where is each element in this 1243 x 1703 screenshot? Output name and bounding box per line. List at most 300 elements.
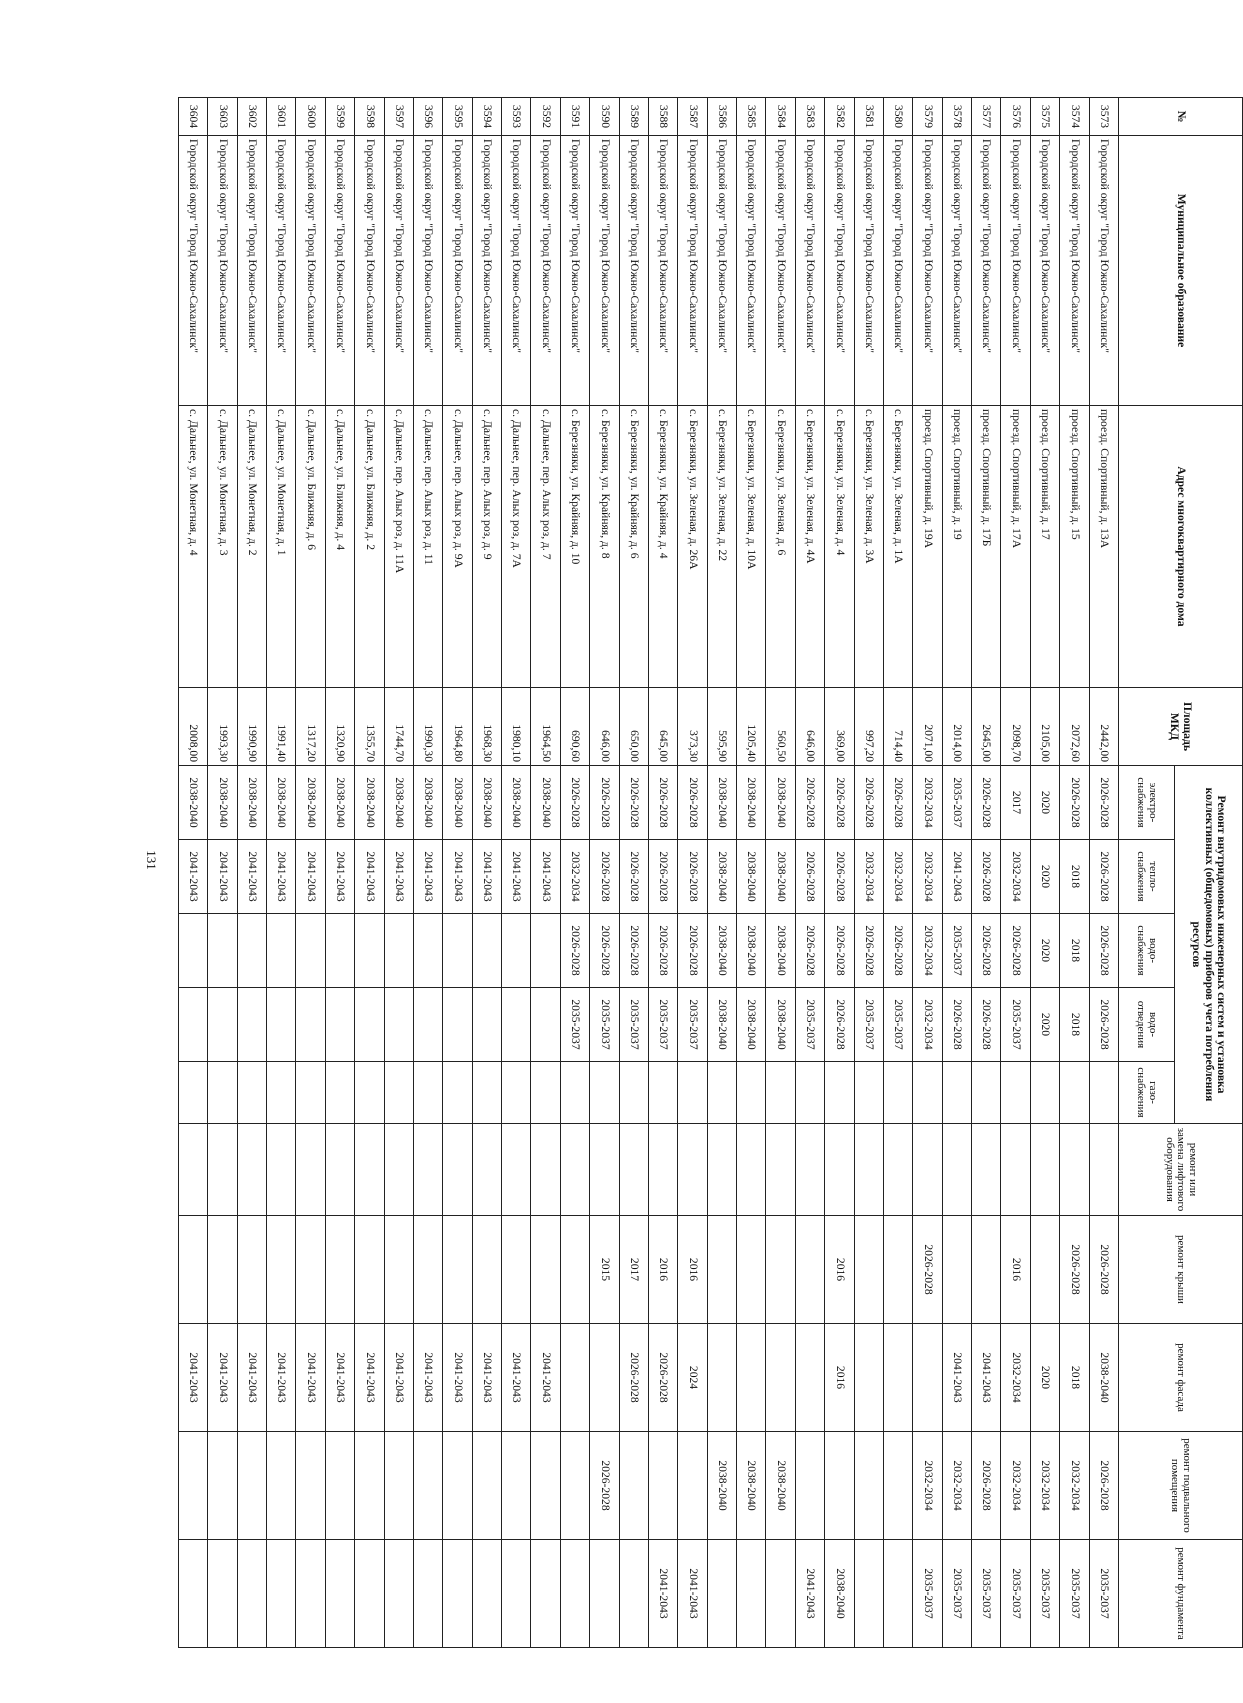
basement-cell: 2026-2028	[590, 1432, 619, 1540]
foundation-cell	[384, 1540, 413, 1648]
address-cell: с. Березняки, ул. Крайняя, д. 6	[619, 406, 648, 688]
area-cell: 714,40	[884, 688, 913, 766]
gas-cell	[443, 1062, 472, 1124]
sewer-cell: 2035-2037	[590, 988, 619, 1062]
municipality-cell: Городской округ "Город Южно-Сахалинск"	[678, 136, 707, 406]
area-cell: 1964,80	[443, 688, 472, 766]
header-elevator: ремонт или замена лифтового оборудования	[1119, 1124, 1243, 1216]
municipality-cell: Городской округ "Город Южно-Сахалинск"	[355, 136, 384, 406]
row-number: 3602	[237, 98, 266, 136]
heat-cell: 2026-2028	[795, 840, 824, 914]
sewer-cell: 2035-2037	[854, 988, 883, 1062]
gas-cell	[678, 1062, 707, 1124]
area-cell: 1990,90	[237, 688, 266, 766]
municipality-cell: Городской округ "Город Южно-Сахалинск"	[649, 136, 678, 406]
area-cell: 997,20	[854, 688, 883, 766]
row-number: 3581	[854, 98, 883, 136]
municipality-cell: Городской округ "Город Южно-Сахалинск"	[590, 136, 619, 406]
area-cell: 1205,40	[737, 688, 766, 766]
row-number: 3596	[414, 98, 443, 136]
address-cell: с. Дальнее, пер. Алых роз, д. 11	[414, 406, 443, 688]
sewer-cell: 2035-2037	[795, 988, 824, 1062]
row-number: 3587	[678, 98, 707, 136]
roof-cell	[737, 1216, 766, 1324]
elevator-cell	[384, 1124, 413, 1216]
electricity-cell: 2038-2040	[384, 766, 413, 840]
gas-cell	[208, 1062, 237, 1124]
roof-cell	[766, 1216, 795, 1324]
roof-cell	[414, 1216, 443, 1324]
table-row	[1030, 98, 1059, 1648]
heat-cell: 2032-2034	[560, 840, 589, 914]
roof-cell: 2016	[649, 1216, 678, 1324]
area-cell: 2008,00	[179, 688, 208, 766]
foundation-cell: 2041-2043	[678, 1540, 707, 1648]
table-row	[649, 98, 678, 1648]
basement-cell: 2026-2028	[1089, 1432, 1118, 1540]
elevator-cell	[854, 1124, 883, 1216]
area-cell: 1980,10	[502, 688, 531, 766]
basement-cell	[267, 1432, 296, 1540]
heat-cell: 2018	[1060, 840, 1089, 914]
row-number: 3595	[443, 98, 472, 136]
address-cell: проезд. Спортивный, д. 17А	[1001, 406, 1030, 688]
electricity-cell: 2038-2040	[208, 766, 237, 840]
row-number: 3577	[972, 98, 1001, 136]
facade-cell: 2041-2043	[296, 1324, 325, 1432]
table-row	[502, 98, 531, 1648]
address-cell: с. Березняки, ул. Зеленая, д. 4А	[795, 406, 824, 688]
basement-cell	[237, 1432, 266, 1540]
roof-cell	[1030, 1216, 1059, 1324]
water-cell: 2038-2040	[766, 914, 795, 988]
roof-cell	[502, 1216, 531, 1324]
water-cell	[472, 914, 501, 988]
electricity-cell: 2038-2040	[296, 766, 325, 840]
roof-cell	[560, 1216, 589, 1324]
table-row	[590, 98, 619, 1648]
address-cell: с. Березняки, ул. Крайняя, д. 8	[590, 406, 619, 688]
electricity-cell: 2038-2040	[766, 766, 795, 840]
table-row	[737, 98, 766, 1648]
elevator-cell	[737, 1124, 766, 1216]
water-cell	[531, 914, 560, 988]
row-number: 3588	[649, 98, 678, 136]
municipality-cell: Городской округ "Город Южно-Сахалинск"	[825, 136, 854, 406]
header-num: №	[1119, 98, 1243, 136]
sewer-cell	[355, 988, 384, 1062]
address-cell: проезд. Спортивный, д. 19	[942, 406, 971, 688]
heat-cell: 2032-2034	[1001, 840, 1030, 914]
heat-cell: 2041-2043	[208, 840, 237, 914]
table-row	[619, 98, 648, 1648]
electricity-cell: 2038-2040	[179, 766, 208, 840]
water-cell	[414, 914, 443, 988]
row-number: 3604	[179, 98, 208, 136]
water-cell: 2026-2028	[590, 914, 619, 988]
basement-cell	[384, 1432, 413, 1540]
header-water: водо-снабжения	[1119, 914, 1175, 988]
row-number: 3583	[795, 98, 824, 136]
header-gas: газо-снабжения	[1119, 1062, 1175, 1124]
area-cell: 1744,70	[384, 688, 413, 766]
elevator-cell	[1030, 1124, 1059, 1216]
table-row	[854, 98, 883, 1648]
heat-cell: 2041-2043	[267, 840, 296, 914]
gas-cell	[942, 1062, 971, 1124]
heat-cell: 2041-2043	[325, 840, 354, 914]
basement-cell	[355, 1432, 384, 1540]
roof-cell	[325, 1216, 354, 1324]
electricity-cell: 2026-2028	[619, 766, 648, 840]
water-cell: 2026-2028	[678, 914, 707, 988]
heat-cell: 2041-2043	[942, 840, 971, 914]
repair-schedule-table	[178, 97, 1243, 1648]
gas-cell	[384, 1062, 413, 1124]
roof-cell	[296, 1216, 325, 1324]
roof-cell: 2015	[590, 1216, 619, 1324]
basement-cell	[854, 1432, 883, 1540]
municipality-cell: Городской округ "Город Южно-Сахалинск"	[179, 136, 208, 406]
table-row	[443, 98, 472, 1648]
sewer-cell: 2038-2040	[707, 988, 736, 1062]
row-number: 3579	[913, 98, 942, 136]
elevator-cell	[707, 1124, 736, 1216]
gas-cell	[531, 1062, 560, 1124]
elevator-cell	[678, 1124, 707, 1216]
roof-cell: 2016	[825, 1216, 854, 1324]
heat-cell: 2041-2043	[472, 840, 501, 914]
elevator-cell	[414, 1124, 443, 1216]
water-cell	[237, 914, 266, 988]
basement-cell: 2032-2034	[1001, 1432, 1030, 1540]
foundation-cell: 2035-2037	[1060, 1540, 1089, 1648]
water-cell	[384, 914, 413, 988]
gas-cell	[267, 1062, 296, 1124]
roof-cell	[179, 1216, 208, 1324]
electricity-cell: 2035-2037	[942, 766, 971, 840]
roof-cell	[972, 1216, 1001, 1324]
facade-cell: 2041-2043	[443, 1324, 472, 1432]
facade-cell: 2041-2043	[325, 1324, 354, 1432]
basement-cell	[414, 1432, 443, 1540]
electricity-cell: 2026-2028	[678, 766, 707, 840]
header-heat: тепло-снабжения	[1119, 840, 1175, 914]
table-row	[884, 98, 913, 1648]
address-cell: с. Березняки, ул. Зеленая, д. 22	[707, 406, 736, 688]
municipality-cell: Городской округ "Город Южно-Сахалинск"	[560, 136, 589, 406]
municipality-cell: Городской округ "Город Южно-Сахалинск"	[384, 136, 413, 406]
foundation-cell	[443, 1540, 472, 1648]
water-cell: 2038-2040	[707, 914, 736, 988]
water-cell: 2026-2028	[1089, 914, 1118, 988]
water-cell	[502, 914, 531, 988]
table-row	[1060, 98, 1089, 1648]
basement-cell	[560, 1432, 589, 1540]
elevator-cell	[355, 1124, 384, 1216]
facade-cell	[590, 1324, 619, 1432]
row-number: 3603	[208, 98, 237, 136]
basement-cell: 2032-2034	[942, 1432, 971, 1540]
heat-cell: 2026-2028	[678, 840, 707, 914]
foundation-cell	[854, 1540, 883, 1648]
address-cell: проезд. Спортивный, д. 13А	[1089, 406, 1118, 688]
heat-cell: 2041-2043	[296, 840, 325, 914]
heat-cell: 2038-2040	[707, 840, 736, 914]
facade-cell: 2041-2043	[502, 1324, 531, 1432]
table-row	[531, 98, 560, 1648]
municipality-cell: Городской округ "Город Южно-Сахалинск"	[472, 136, 501, 406]
water-cell	[355, 914, 384, 988]
sewer-cell: 2035-2037	[619, 988, 648, 1062]
electricity-cell: 2038-2040	[267, 766, 296, 840]
facade-cell: 2041-2043	[179, 1324, 208, 1432]
facade-cell: 2041-2043	[942, 1324, 971, 1432]
municipality-cell: Городской округ "Город Южно-Сахалинск"	[737, 136, 766, 406]
row-number: 3593	[502, 98, 531, 136]
basement-cell	[795, 1432, 824, 1540]
electricity-cell: 2038-2040	[237, 766, 266, 840]
water-cell	[443, 914, 472, 988]
heat-cell: 2026-2028	[619, 840, 648, 914]
foundation-cell: 2035-2037	[1030, 1540, 1059, 1648]
address-cell: с. Березняки, ул. Зеленая, д. 3А	[854, 406, 883, 688]
address-cell: с. Дальнее, ул. Ближняя, д. 2	[355, 406, 384, 688]
row-number: 3598	[355, 98, 384, 136]
sewer-cell: 2026-2028	[1089, 988, 1118, 1062]
water-cell: 2018	[1060, 914, 1089, 988]
municipality-cell: Городской округ "Город Южно-Сахалинск"	[237, 136, 266, 406]
elevator-cell	[942, 1124, 971, 1216]
sewer-cell: 2018	[1060, 988, 1089, 1062]
foundation-cell	[619, 1540, 648, 1648]
facade-cell	[913, 1324, 942, 1432]
row-number: 3573	[1089, 98, 1118, 136]
table-row	[325, 98, 354, 1648]
foundation-cell	[267, 1540, 296, 1648]
municipality-cell: Городской округ "Город Южно-Сахалинск"	[1089, 136, 1118, 406]
table-row	[472, 98, 501, 1648]
address-cell: с. Дальнее, ул. Монетная, д. 4	[179, 406, 208, 688]
gas-cell	[355, 1062, 384, 1124]
header-address: Адрес многоквартирного дома	[1119, 406, 1243, 688]
sewer-cell: 2038-2040	[737, 988, 766, 1062]
elevator-cell	[649, 1124, 678, 1216]
area-cell: 2645,00	[972, 688, 1001, 766]
facade-cell: 2032-2034	[1001, 1324, 1030, 1432]
elevator-cell	[560, 1124, 589, 1216]
area-cell: 1964,50	[531, 688, 560, 766]
water-cell: 2026-2028	[649, 914, 678, 988]
row-number: 3594	[472, 98, 501, 136]
heat-cell: 2041-2043	[443, 840, 472, 914]
roof-cell: 2026-2028	[1089, 1216, 1118, 1324]
table-row	[414, 98, 443, 1648]
heat-cell: 2020	[1030, 840, 1059, 914]
municipality-cell: Городской округ "Город Южно-Сахалинск"	[795, 136, 824, 406]
area-cell: 1320,90	[325, 688, 354, 766]
roof-cell	[531, 1216, 560, 1324]
elevator-cell	[296, 1124, 325, 1216]
heat-cell: 2026-2028	[590, 840, 619, 914]
foundation-cell	[590, 1540, 619, 1648]
electricity-cell: 2038-2040	[443, 766, 472, 840]
facade-cell: 2041-2043	[384, 1324, 413, 1432]
foundation-cell	[766, 1540, 795, 1648]
electricity-cell: 2038-2040	[414, 766, 443, 840]
water-cell: 2032-2034	[913, 914, 942, 988]
facade-cell	[766, 1324, 795, 1432]
water-cell: 2026-2028	[619, 914, 648, 988]
water-cell: 2020	[1030, 914, 1059, 988]
sewer-cell	[531, 988, 560, 1062]
heat-cell: 2026-2028	[972, 840, 1001, 914]
foundation-cell	[237, 1540, 266, 1648]
sewer-cell: 2038-2040	[766, 988, 795, 1062]
foundation-cell: 2035-2037	[913, 1540, 942, 1648]
table-row	[766, 98, 795, 1648]
municipality-cell: Городской округ "Город Южно-Сахалинск"	[325, 136, 354, 406]
water-cell: 2026-2028	[884, 914, 913, 988]
row-number: 3600	[296, 98, 325, 136]
elevator-cell	[913, 1124, 942, 1216]
electricity-cell: 2020	[1030, 766, 1059, 840]
header-sewer: водо-отведения	[1119, 988, 1175, 1062]
elevator-cell	[766, 1124, 795, 1216]
gas-cell	[972, 1062, 1001, 1124]
facade-cell: 2038-2040	[1089, 1324, 1118, 1432]
table-row	[795, 98, 824, 1648]
area-cell: 2098,70	[1001, 688, 1030, 766]
electricity-cell: 2017	[1001, 766, 1030, 840]
water-cell: 2026-2028	[825, 914, 854, 988]
gas-cell	[854, 1062, 883, 1124]
area-cell: 650,00	[619, 688, 648, 766]
area-cell: 2014,00	[942, 688, 971, 766]
address-cell: с. Дальнее, ул. Ближняя, д. 4	[325, 406, 354, 688]
area-cell: 1991,40	[267, 688, 296, 766]
electricity-cell: 2026-2028	[972, 766, 1001, 840]
municipality-cell: Городской округ "Город Южно-Сахалинск"	[443, 136, 472, 406]
roof-cell	[384, 1216, 413, 1324]
municipality-cell: Городской округ "Город Южно-Сахалинск"	[972, 136, 1001, 406]
table-row	[707, 98, 736, 1648]
address-cell: с. Дальнее, пер. Алых роз, д. 7	[531, 406, 560, 688]
elevator-cell	[502, 1124, 531, 1216]
foundation-cell: 2035-2037	[942, 1540, 971, 1648]
basement-cell: 2032-2034	[913, 1432, 942, 1540]
roof-cell	[355, 1216, 384, 1324]
foundation-cell	[472, 1540, 501, 1648]
electricity-cell: 2038-2040	[707, 766, 736, 840]
water-cell	[296, 914, 325, 988]
municipality-cell: Городской округ "Город Южно-Сахалинск"	[1001, 136, 1030, 406]
roof-cell	[208, 1216, 237, 1324]
gas-cell	[590, 1062, 619, 1124]
municipality-cell: Городской округ "Город Южно-Сахалинск"	[619, 136, 648, 406]
address-cell: с. Березняки, ул. Зеленая, д. 26А	[678, 406, 707, 688]
address-cell: с. Дальнее, пер. Алых роз, д. 9А	[443, 406, 472, 688]
sewer-cell: 2026-2028	[972, 988, 1001, 1062]
gas-cell	[472, 1062, 501, 1124]
roof-cell: 2026-2028	[913, 1216, 942, 1324]
heat-cell: 2032-2034	[854, 840, 883, 914]
sewer-cell	[325, 988, 354, 1062]
basement-cell	[531, 1432, 560, 1540]
facade-cell	[854, 1324, 883, 1432]
heat-cell: 2041-2043	[502, 840, 531, 914]
row-number: 3576	[1001, 98, 1030, 136]
gas-cell	[502, 1062, 531, 1124]
electricity-cell: 2038-2040	[502, 766, 531, 840]
municipality-cell: Городской округ "Город Южно-Сахалинск"	[884, 136, 913, 406]
basement-cell: 2032-2034	[1030, 1432, 1059, 1540]
basement-cell: 2032-2034	[1060, 1432, 1089, 1540]
municipality-cell: Городской округ "Город Южно-Сахалинск"	[502, 136, 531, 406]
table-row	[560, 98, 589, 1648]
foundation-cell	[560, 1540, 589, 1648]
heat-cell: 2038-2040	[737, 840, 766, 914]
basement-cell: 2038-2040	[737, 1432, 766, 1540]
area-cell: 595,90	[707, 688, 736, 766]
address-cell: с. Березняки, ул. Зеленая, д. 10А	[737, 406, 766, 688]
roof-cell	[795, 1216, 824, 1324]
water-cell	[179, 914, 208, 988]
facade-cell: 2041-2043	[267, 1324, 296, 1432]
municipality-cell: Городской округ "Город Южно-Сахалинск"	[766, 136, 795, 406]
table-header	[1119, 98, 1243, 1648]
elevator-cell	[825, 1124, 854, 1216]
roof-cell: 2026-2028	[1060, 1216, 1089, 1324]
foundation-cell	[179, 1540, 208, 1648]
row-number: 3584	[766, 98, 795, 136]
basement-cell	[443, 1432, 472, 1540]
municipality-cell: Городской округ "Город Южно-Сахалинск"	[414, 136, 443, 406]
address-cell: с. Березняки, ул. Крайняя, д. 4	[649, 406, 678, 688]
electricity-cell: 2038-2040	[531, 766, 560, 840]
sewer-cell	[179, 988, 208, 1062]
electricity-cell: 2026-2028	[649, 766, 678, 840]
area-cell: 646,00	[590, 688, 619, 766]
electricity-cell: 2026-2028	[854, 766, 883, 840]
elevator-cell	[325, 1124, 354, 1216]
facade-cell: 2020	[1030, 1324, 1059, 1432]
foundation-cell	[707, 1540, 736, 1648]
table-row	[296, 98, 325, 1648]
heat-cell: 2041-2043	[531, 840, 560, 914]
gas-cell	[825, 1062, 854, 1124]
sewer-cell	[296, 988, 325, 1062]
water-cell	[325, 914, 354, 988]
basement-cell: 2038-2040	[766, 1432, 795, 1540]
sewer-cell: 2026-2028	[825, 988, 854, 1062]
heat-cell: 2041-2043	[414, 840, 443, 914]
municipality-cell: Городской округ "Город Южно-Сахалинск"	[531, 136, 560, 406]
basement-cell: 2038-2040	[707, 1432, 736, 1540]
row-number: 3574	[1060, 98, 1089, 136]
water-cell: 2026-2028	[854, 914, 883, 988]
sewer-cell: 2035-2037	[884, 988, 913, 1062]
address-cell: проезд. Спортивный, д. 17Б	[972, 406, 1001, 688]
row-number: 3578	[942, 98, 971, 136]
roof-cell: 2016	[1001, 1216, 1030, 1324]
gas-cell	[795, 1062, 824, 1124]
area-cell: 1990,30	[414, 688, 443, 766]
basement-cell	[649, 1432, 678, 1540]
address-cell: проезд. Спортивный, д. 19А	[913, 406, 942, 688]
facade-cell	[560, 1324, 589, 1432]
gas-cell	[913, 1062, 942, 1124]
